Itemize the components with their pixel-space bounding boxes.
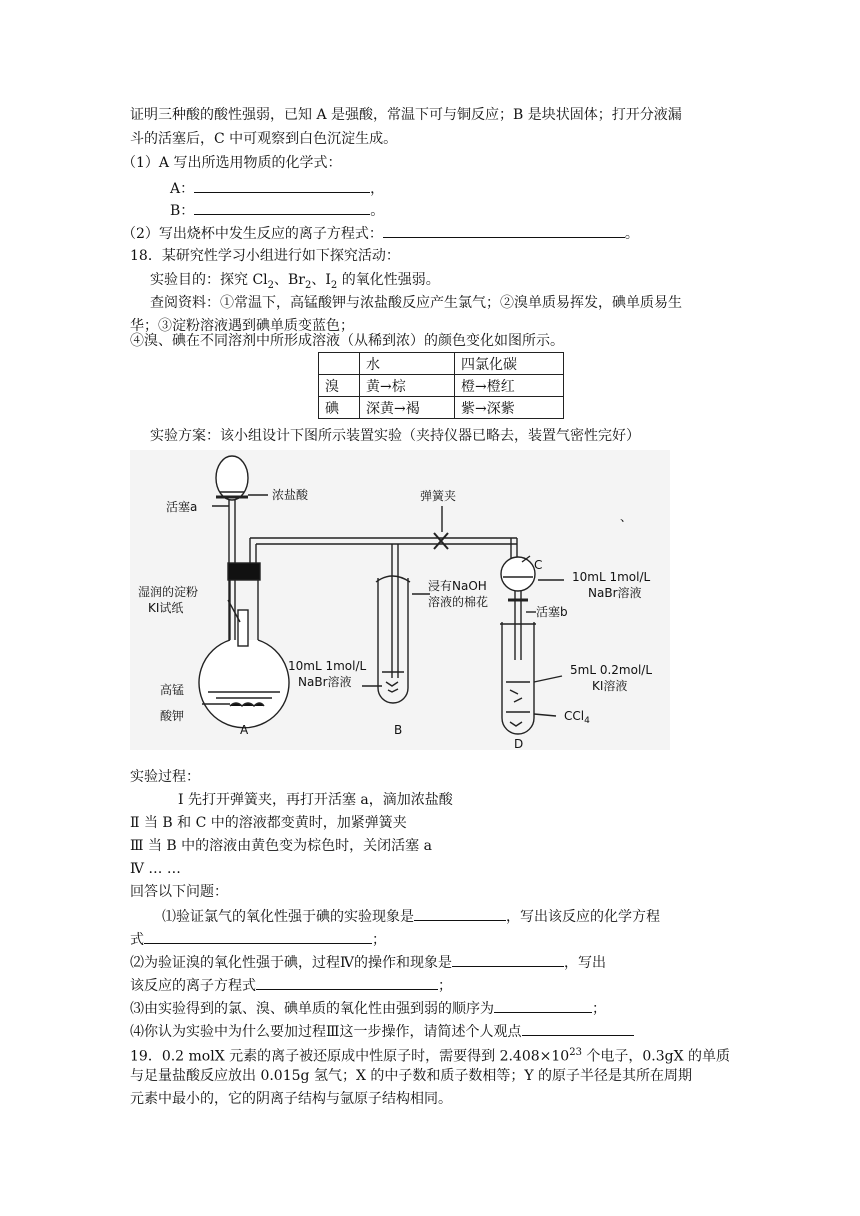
label-B: B bbox=[394, 723, 403, 737]
stray-mark: 、 bbox=[620, 510, 633, 524]
label-kmno4-2: 酸钾 bbox=[160, 709, 185, 723]
q2-text: ⑵为验证溴的氧化性强于碘，过程Ⅳ的操作和现象是 bbox=[130, 955, 452, 971]
aim-text-end: 的氧化性强弱。 bbox=[337, 272, 440, 288]
q19-line-1 bbox=[130, 1043, 730, 1067]
answer-head: 回答以下问题： bbox=[130, 884, 228, 900]
question-3 bbox=[130, 997, 606, 1019]
table-cell bbox=[319, 353, 360, 375]
q17-b-end: 。 bbox=[370, 203, 385, 219]
q18-info-2: 华；③淀粉溶液遇到碘单质变蓝色； bbox=[130, 318, 354, 334]
q17-b-label: B： bbox=[170, 203, 195, 219]
q17-part1: （1）A 写出所选用物质的化学式： bbox=[122, 155, 342, 171]
q18-head: 18．某研究性学习小组进行如下探究活动： bbox=[130, 248, 400, 264]
answer-blank[interactable] bbox=[452, 951, 564, 967]
question-1-line-2 bbox=[130, 928, 386, 950]
label-kmno4-1: 高锰 bbox=[160, 683, 185, 697]
intro-line-1: 证明三种酸的酸性强弱，已知 A 是强酸，常温下可与铜反应；B 是块状固体；打开分液漏 bbox=[130, 107, 682, 123]
answer-blank[interactable] bbox=[522, 1020, 634, 1036]
aim-text: 实验目的：探究 Cl bbox=[150, 272, 268, 288]
q2-end: ； bbox=[438, 978, 452, 994]
table-cell: 水 bbox=[360, 353, 455, 375]
q19-line-3: 元素中最小的，它的阴离子结构与氩原子结构相同。 bbox=[130, 1091, 452, 1107]
table-row bbox=[319, 397, 564, 419]
step-3: Ⅲ 当 B 中的溶液由黄色变为棕色时，关闭活塞 a bbox=[130, 838, 432, 854]
label-ccl4: CCl$_4$ bbox=[564, 709, 590, 726]
label-C: C bbox=[534, 558, 543, 572]
label-c-solution-2: NaBr溶液 bbox=[588, 586, 642, 600]
answer-blank[interactable] bbox=[194, 177, 370, 193]
q19-line-2: 与足量盐酸反应放出 0.015g 氢气；X 的中子数和质子数相等；Y 的原子半径是其所在周期 bbox=[130, 1068, 693, 1084]
q18-info-3: ④溴、碘在不同溶剂中所形成溶液（从稀到浓）的颜色变化如图所示。 bbox=[130, 333, 564, 349]
label-cotton-1: 浸有NaOH bbox=[428, 579, 487, 593]
q1-text: ⑴验证氯气的氧化性强于碘的实验现象是 bbox=[162, 909, 414, 925]
q17-part2-text: （2）写出烧杯中发生反应的离子方程式： bbox=[122, 226, 383, 242]
q1-end: ； bbox=[372, 932, 386, 948]
answer-blank[interactable] bbox=[194, 199, 370, 215]
q17-a-end: ， bbox=[370, 181, 385, 197]
label-d-solution-2: KI溶液 bbox=[592, 679, 628, 693]
label-D: D bbox=[514, 737, 524, 750]
table-cell: 黄→棕 bbox=[360, 375, 455, 397]
answer-blank[interactable] bbox=[494, 997, 592, 1013]
step-1: Ⅰ 先打开弹簧夹，再打开活塞 a，滴加浓盐酸 bbox=[178, 792, 453, 808]
q18-aim: 实验目的：探究 $Cl_2$、$Br_2$、$I_2$ 的氧化性强弱。 bbox=[150, 272, 440, 291]
q3-text: ⑶由实验得到的氯、溴、碘单质的氧化性由强到弱的顺序为 bbox=[130, 1001, 494, 1017]
q17-part2-end: 。 bbox=[624, 226, 639, 242]
step-4: Ⅳ … … bbox=[130, 861, 181, 877]
aim-text-i: 、I bbox=[311, 272, 331, 288]
q1-text-3: 式 bbox=[130, 932, 144, 948]
answer-blank[interactable] bbox=[144, 928, 372, 944]
label-A: A bbox=[240, 723, 249, 737]
table-cell: 橙→橙红 bbox=[455, 375, 564, 397]
q19-text-1: 19．0.2 molX 元素的离子被还原成中性原子时，需要得到 2.408×10 bbox=[130, 1048, 570, 1065]
question-2-line-2 bbox=[130, 974, 452, 996]
table-cell: 紫→深紫 bbox=[455, 397, 564, 419]
question-1-line-1 bbox=[162, 905, 660, 927]
table-cell: 四氯化碳 bbox=[455, 353, 564, 375]
q18-info-1: 查阅资料：①常温下，高锰酸钾与浓盐酸反应产生氯气；②溴单质易挥发，碘单质易生 bbox=[150, 295, 682, 311]
intro-line-2: 斗的活塞后，C 中可观察到白色沉淀生成。 bbox=[130, 131, 398, 147]
label-valve-b: 活塞b bbox=[536, 605, 568, 619]
answer-blank[interactable] bbox=[383, 222, 625, 238]
q19-exponent: 23 bbox=[569, 1047, 582, 1058]
question-4 bbox=[130, 1020, 634, 1042]
label-spring-clip: 弹簧夹 bbox=[420, 489, 457, 503]
q4-text: ⑷你认为实验中为什么要加过程Ⅲ这一步操作，请简述个人观点 bbox=[130, 1024, 522, 1040]
label-cotton-2: 溶液的棉花 bbox=[428, 595, 489, 609]
table-row bbox=[319, 353, 564, 375]
q3-end: ； bbox=[592, 1001, 606, 1017]
table-cell: 深黄→褐 bbox=[360, 397, 455, 419]
question-2-line-1 bbox=[130, 951, 606, 973]
table-row bbox=[319, 375, 564, 397]
process-head: 实验过程： bbox=[130, 769, 200, 785]
q2-text-3: 该反应的离子方程式 bbox=[130, 978, 256, 994]
label-conc-hcl: 浓盐酸 bbox=[272, 488, 309, 502]
label-c-solution-1: 10mL 1mol/L bbox=[572, 570, 651, 584]
q2-text-2: ，写出 bbox=[564, 955, 606, 971]
q17-a-label: A： bbox=[170, 181, 195, 197]
label-b-solution-2: NaBr溶液 bbox=[298, 675, 352, 689]
apparatus-diagram bbox=[130, 450, 670, 750]
label-ki-paper-1: 湿润的淀粉 bbox=[138, 585, 199, 599]
q18-plan: 实验方案：该小组设计下图所示装置实验（夹持仪器已略去，装置气密性完好） bbox=[150, 428, 640, 444]
q1-text-2: ，写出该反应的化学方程 bbox=[506, 909, 660, 925]
q17-part2 bbox=[122, 222, 639, 244]
aim-text-br: 、Br bbox=[274, 272, 305, 288]
label-ki-paper-2: KI试纸 bbox=[148, 601, 184, 615]
answer-blank[interactable] bbox=[414, 905, 506, 921]
color-table bbox=[318, 352, 564, 419]
answer-blank[interactable] bbox=[256, 974, 438, 990]
label-valve-a: 活塞a bbox=[166, 500, 198, 514]
step-2: Ⅱ 当 B 和 C 中的溶液都变黄时，加紧弹簧夹 bbox=[130, 815, 407, 831]
label-d-solution-1: 5mL 0.2mol/L bbox=[570, 663, 653, 677]
label-b-solution-1: 10mL 1mol/L bbox=[288, 659, 367, 673]
q17-a-line bbox=[170, 177, 384, 199]
table-cell: 溴 bbox=[319, 375, 360, 397]
table-cell: 碘 bbox=[319, 397, 360, 419]
q19-text-2: 个电子，0.3gX 的单质 bbox=[581, 1048, 731, 1065]
q17-b-line bbox=[170, 199, 384, 221]
